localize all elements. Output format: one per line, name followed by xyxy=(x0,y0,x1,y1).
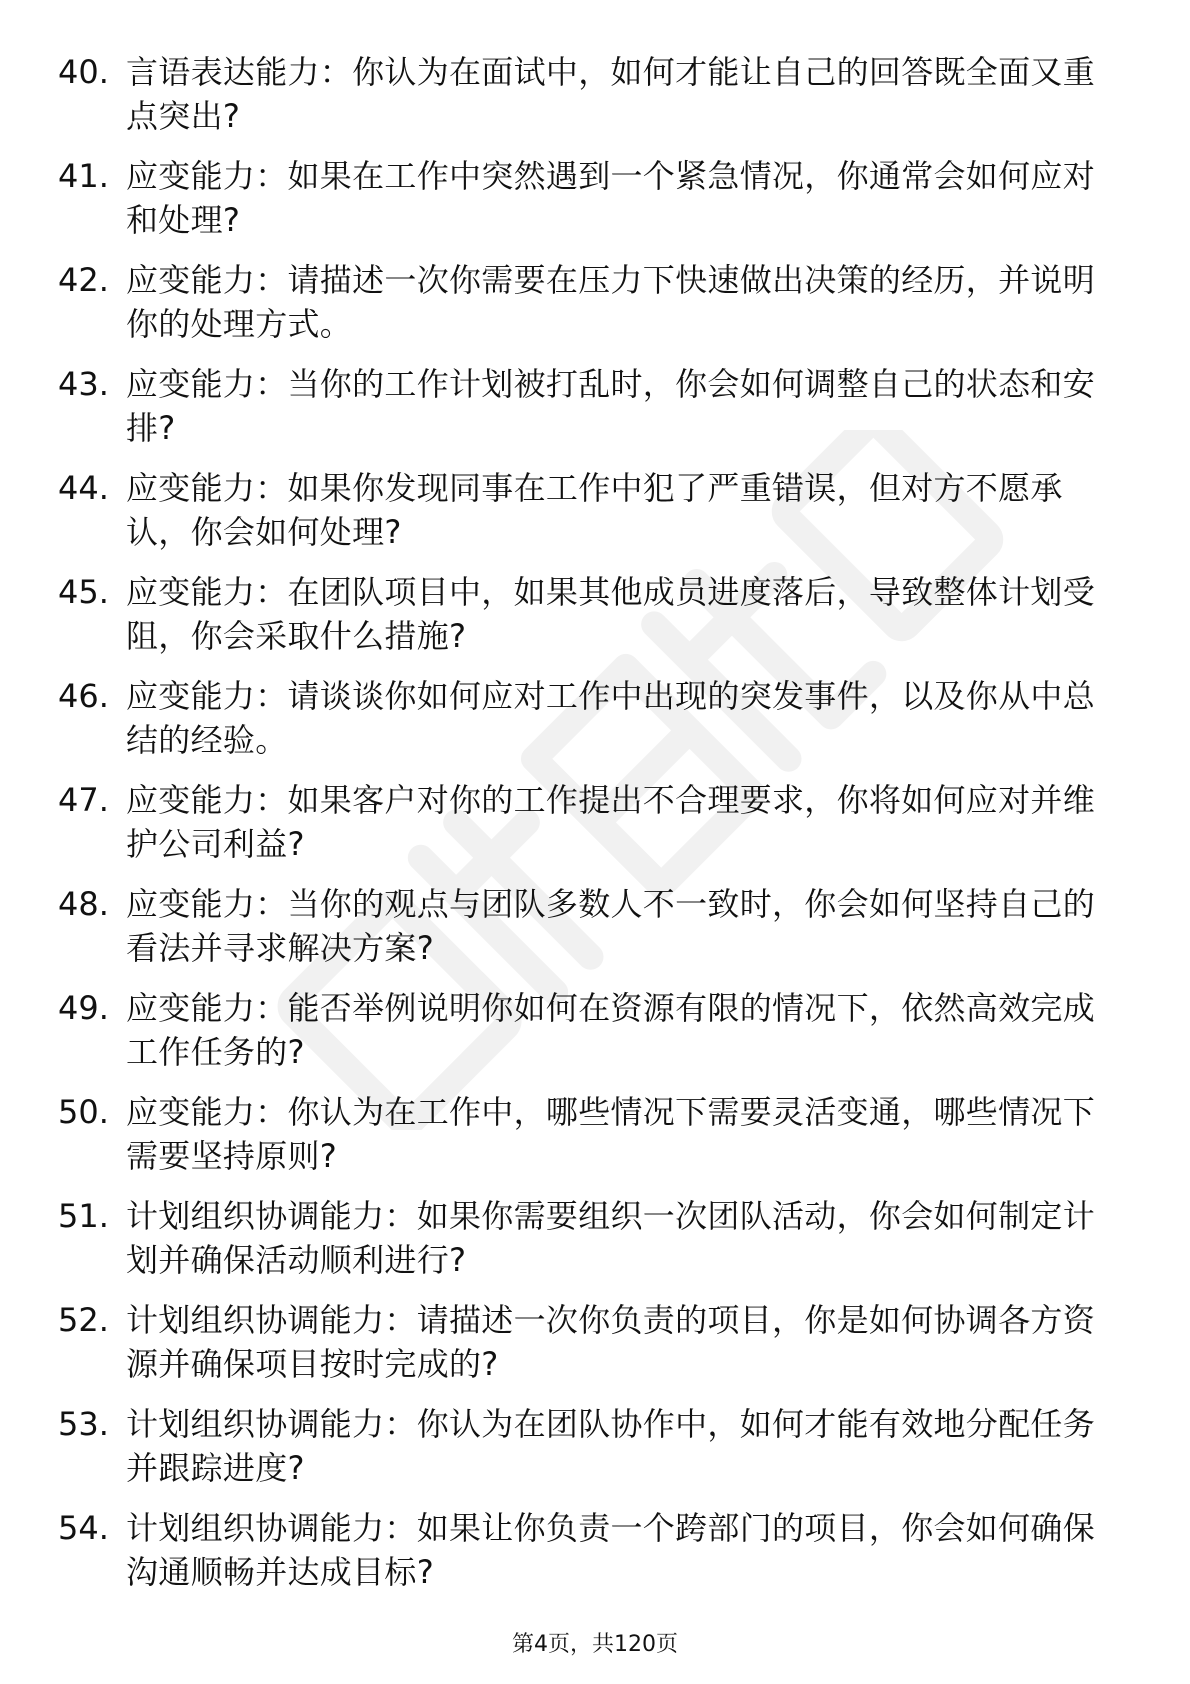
question-text: 应变能力：能否举例说明你如何在资源有限的情况下，依然高效完成工作任务的? xyxy=(126,989,1096,1071)
question-text: 应变能力：在团队项目中，如果其他成员进度落后，导致整体计划受阻，你会采取什么措施? xyxy=(126,573,1096,655)
question-item xyxy=(58,466,1118,570)
question-text: 计划组织协调能力：你认为在团队协作中，如何才能有效地分配任务并跟踪进度? xyxy=(126,1405,1096,1487)
question-number: 44. xyxy=(58,469,109,507)
question-item xyxy=(58,1506,1118,1610)
question-number: 40. xyxy=(58,53,109,91)
question-number: 49. xyxy=(58,989,109,1027)
question-number: 42. xyxy=(58,261,109,299)
question-number: 52. xyxy=(58,1301,109,1339)
question-number: 43. xyxy=(58,365,109,403)
question-text: 应变能力：如果你发现同事在工作中犯了严重错误，但对方不愿承认，你会如何处理? xyxy=(126,469,1063,551)
question-item xyxy=(58,1194,1118,1298)
question-text: 言语表达能力：你认为在面试中，如何才能让自己的回答既全面又重点突出? xyxy=(126,53,1096,135)
question-number: 45. xyxy=(58,573,109,611)
question-number: 46. xyxy=(58,677,109,715)
question-text: 计划组织协调能力：请描述一次你负责的项目，你是如何协调各方资源并确保项目按时完成的? xyxy=(126,1301,1096,1383)
question-number: 41. xyxy=(58,157,109,195)
question-item xyxy=(58,1298,1118,1402)
question-list xyxy=(58,50,1118,1610)
question-item xyxy=(58,362,1118,466)
question-item xyxy=(58,1090,1118,1194)
question-text: 应变能力：你认为在工作中，哪些情况下需要灵活变通，哪些情况下需要坚持原则? xyxy=(126,1093,1096,1175)
question-text: 计划组织协调能力：如果让你负责一个跨部门的项目，你会如何确保沟通顺畅并达成目标? xyxy=(126,1509,1096,1591)
question-number: 51. xyxy=(58,1197,109,1235)
question-text: 应变能力：如果在工作中突然遇到一个紧急情况，你通常会如何应对和处理? xyxy=(126,157,1096,239)
question-number: 54. xyxy=(58,1509,109,1547)
question-number: 53. xyxy=(58,1405,109,1443)
question-item xyxy=(58,258,1118,362)
question-item xyxy=(58,50,1118,154)
question-item xyxy=(58,1402,1118,1506)
question-text: 应变能力：请描述一次你需要在压力下快速做出决策的经历，并说明你的处理方式。 xyxy=(126,261,1096,343)
question-text: 应变能力：当你的工作计划被打乱时，你会如何调整自己的状态和安排? xyxy=(126,365,1096,447)
page-footer: 第4页，共120页 xyxy=(512,1632,678,1657)
question-item xyxy=(58,154,1118,258)
question-item xyxy=(58,570,1118,674)
question-text: 计划组织协调能力：如果你需要组织一次团队活动，你会如何制定计划并确保活动顺利进行? xyxy=(126,1197,1096,1279)
question-item xyxy=(58,986,1118,1090)
question-number: 48. xyxy=(58,885,109,923)
question-item xyxy=(58,674,1118,778)
question-item xyxy=(58,778,1118,882)
question-item xyxy=(58,882,1118,986)
question-number: 50. xyxy=(58,1093,109,1131)
question-text: 应变能力：如果客户对你的工作提出不合理要求，你将如何应对并维护公司利益? xyxy=(126,781,1096,863)
question-text: 应变能力：请谈谈你如何应对工作中出现的突发事件，以及你从中总结的经验。 xyxy=(126,677,1096,759)
question-number: 47. xyxy=(58,781,109,819)
question-text: 应变能力：当你的观点与团队多数人不一致时，你会如何坚持自己的看法并寻求解决方案? xyxy=(126,885,1096,967)
